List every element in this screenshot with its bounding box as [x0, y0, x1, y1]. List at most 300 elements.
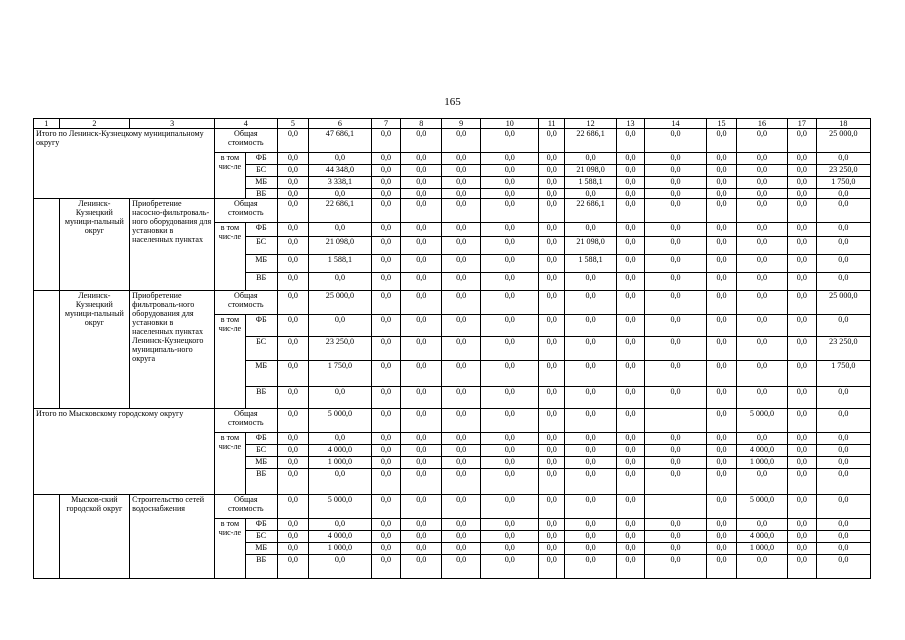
- value-cell: 0,0: [442, 433, 481, 445]
- value-cell: 0,0: [736, 165, 787, 177]
- source-label: БС: [245, 445, 277, 457]
- total-cost-label: Общая стоимость: [215, 291, 277, 315]
- empty-cell: [34, 199, 60, 291]
- value-cell: 0,0: [565, 519, 617, 531]
- value-cell: 0,0: [788, 445, 817, 457]
- value-cell: 0,0: [736, 387, 787, 409]
- value-cell: 23 250,0: [309, 337, 371, 361]
- value-cell: 0,0: [707, 337, 737, 361]
- value-cell: 0,0: [644, 255, 706, 273]
- value-cell: 0,0: [539, 445, 565, 457]
- value-cell: 0,0: [707, 531, 737, 543]
- value-cell: 0,0: [442, 543, 481, 555]
- value-cell: 0,0: [644, 177, 706, 189]
- source-label: БС: [245, 337, 277, 361]
- empty-cell: [34, 291, 60, 409]
- value-cell: 0,0: [707, 457, 737, 469]
- value-cell: 0,0: [644, 199, 706, 223]
- value-cell: 0,0: [707, 409, 737, 433]
- value-cell: 0,0: [401, 555, 442, 579]
- value-cell: 0,0: [617, 223, 645, 237]
- value-cell: 0,0: [539, 361, 565, 387]
- value-cell: 0,0: [617, 273, 645, 291]
- value-cell: 0,0: [277, 469, 309, 495]
- column-number-row: [34, 119, 871, 129]
- value-cell: 0,0: [371, 199, 401, 223]
- value-cell: 22 686,1: [565, 129, 617, 153]
- value-cell: 0,0: [816, 445, 870, 457]
- value-cell: 0,0: [371, 189, 401, 199]
- value-cell: 4 000,0: [309, 445, 371, 457]
- value-cell: 0,0: [617, 543, 645, 555]
- value-cell: 0,0: [481, 433, 539, 445]
- source-label: ФБ: [245, 315, 277, 337]
- value-cell: 0,0: [309, 555, 371, 579]
- value-cell: 0,0: [401, 445, 442, 457]
- value-cell: 0,0: [788, 469, 817, 495]
- value-cell: 0,0: [277, 531, 309, 543]
- value-cell: 0,0: [401, 223, 442, 237]
- value-cell: 0,0: [442, 445, 481, 457]
- value-cell: 0,0: [788, 495, 817, 519]
- source-label: ФБ: [245, 223, 277, 237]
- value-cell: 0,0: [539, 531, 565, 543]
- source-label: МБ: [245, 361, 277, 387]
- value-cell: 0,0: [565, 361, 617, 387]
- value-cell: 0,0: [309, 433, 371, 445]
- value-cell: 25 000,0: [309, 291, 371, 315]
- value-cell: 0,0: [788, 531, 817, 543]
- value-cell: 0,0: [277, 543, 309, 555]
- total-cost-label: Общая стоимость: [215, 199, 277, 223]
- value-cell: 0,0: [736, 153, 787, 165]
- value-cell: 0,0: [277, 223, 309, 237]
- value-cell: 0,0: [707, 543, 737, 555]
- measure-description: Приобретение насосно-фильтроваль-ного оборудования для установки в населенных пунктах: [130, 199, 215, 291]
- column-number-cell: 13: [617, 119, 645, 129]
- value-cell: 0,0: [788, 255, 817, 273]
- value-cell: 0,0: [539, 165, 565, 177]
- value-cell: 0,0: [401, 315, 442, 337]
- value-cell: 0,0: [788, 543, 817, 555]
- value-cell: 0,0: [481, 223, 539, 237]
- value-cell: 0,0: [644, 153, 706, 165]
- value-cell: 0,0: [816, 153, 870, 165]
- value-cell: 23 250,0: [816, 165, 870, 177]
- value-cell: 0,0: [371, 177, 401, 189]
- value-cell: [644, 409, 706, 433]
- value-cell: 0,0: [788, 387, 817, 409]
- value-cell: 0,0: [401, 237, 442, 255]
- value-cell: 0,0: [644, 315, 706, 337]
- table-row: [34, 409, 871, 433]
- value-cell: 0,0: [277, 165, 309, 177]
- value-cell: 0,0: [442, 273, 481, 291]
- value-cell: 0,0: [788, 177, 817, 189]
- value-cell: 0,0: [816, 223, 870, 237]
- column-number-cell: 17: [788, 119, 817, 129]
- value-cell: 0,0: [736, 273, 787, 291]
- value-cell: 0,0: [707, 555, 737, 579]
- value-cell: 0,0: [371, 457, 401, 469]
- value-cell: 0,0: [539, 457, 565, 469]
- column-number-cell: 14: [644, 119, 706, 129]
- value-cell: 0,0: [401, 543, 442, 555]
- value-cell: 0,0: [539, 237, 565, 255]
- column-number-cell: 7: [371, 119, 401, 129]
- value-cell: 0,0: [539, 153, 565, 165]
- value-cell: 0,0: [707, 445, 737, 457]
- value-cell: 0,0: [401, 433, 442, 445]
- value-cell: 0,0: [309, 519, 371, 531]
- value-cell: 3 338,1: [309, 177, 371, 189]
- value-cell: 0,0: [481, 153, 539, 165]
- value-cell: 0,0: [644, 457, 706, 469]
- source-label: МБ: [245, 457, 277, 469]
- value-cell: 0,0: [277, 555, 309, 579]
- value-cell: 0,0: [371, 255, 401, 273]
- value-cell: 0,0: [309, 189, 371, 199]
- value-cell: 0,0: [539, 199, 565, 223]
- value-cell: 0,0: [617, 337, 645, 361]
- value-cell: 0,0: [707, 177, 737, 189]
- value-cell: 0,0: [371, 409, 401, 433]
- value-cell: 0,0: [371, 337, 401, 361]
- value-cell: 0,0: [565, 531, 617, 543]
- value-cell: 0,0: [401, 495, 442, 519]
- value-cell: 0,0: [736, 555, 787, 579]
- value-cell: 0,0: [707, 153, 737, 165]
- value-cell: 0,0: [565, 315, 617, 337]
- value-cell: 0,0: [481, 445, 539, 457]
- value-cell: 0,0: [788, 457, 817, 469]
- district-name: Мысков-ский городской округ: [59, 495, 130, 579]
- value-cell: 0,0: [371, 315, 401, 337]
- value-cell: 1 750,0: [309, 361, 371, 387]
- value-cell: 0,0: [481, 469, 539, 495]
- value-cell: 0,0: [371, 165, 401, 177]
- value-cell: 0,0: [442, 469, 481, 495]
- value-cell: 0,0: [816, 469, 870, 495]
- column-number-cell: 2: [59, 119, 130, 129]
- total-cost-label: Общая стоимость: [215, 129, 277, 153]
- value-cell: 0,0: [565, 457, 617, 469]
- source-label: БС: [245, 531, 277, 543]
- value-cell: 0,0: [277, 255, 309, 273]
- including-label: в том чис-ле: [215, 223, 246, 291]
- value-cell: 0,0: [788, 433, 817, 445]
- value-cell: 0,0: [617, 531, 645, 543]
- value-cell: 0,0: [736, 433, 787, 445]
- value-cell: 0,0: [539, 129, 565, 153]
- value-cell: 0,0: [644, 361, 706, 387]
- value-cell: 0,0: [707, 273, 737, 291]
- value-cell: 0,0: [442, 189, 481, 199]
- value-cell: 0,0: [442, 199, 481, 223]
- value-cell: 0,0: [277, 433, 309, 445]
- value-cell: 0,0: [401, 255, 442, 273]
- value-cell: 0,0: [481, 315, 539, 337]
- value-cell: 0,0: [788, 237, 817, 255]
- value-cell: 0,0: [617, 433, 645, 445]
- value-cell: 0,0: [277, 177, 309, 189]
- column-number-cell: 15: [707, 119, 737, 129]
- total-cost-label: Общая стоимость: [215, 409, 277, 433]
- value-cell: 21 098,0: [565, 237, 617, 255]
- value-cell: 0,0: [277, 519, 309, 531]
- value-cell: 0,0: [565, 291, 617, 315]
- source-label: МБ: [245, 177, 277, 189]
- value-cell: 0,0: [736, 199, 787, 223]
- value-cell: 0,0: [816, 531, 870, 543]
- value-cell: 0,0: [644, 445, 706, 457]
- value-cell: 0,0: [371, 445, 401, 457]
- value-cell: 0,0: [736, 223, 787, 237]
- funding-table: [33, 118, 871, 579]
- value-cell: 0,0: [617, 469, 645, 495]
- value-cell: 0,0: [539, 223, 565, 237]
- value-cell: 0,0: [442, 153, 481, 165]
- value-cell: 0,0: [644, 469, 706, 495]
- column-number-cell: 16: [736, 119, 787, 129]
- value-cell: 0,0: [736, 255, 787, 273]
- value-cell: 0,0: [401, 129, 442, 153]
- source-label: БС: [245, 165, 277, 177]
- table-row: [34, 495, 871, 519]
- value-cell: 0,0: [617, 189, 645, 199]
- value-cell: 0,0: [816, 495, 870, 519]
- source-label: ВБ: [245, 387, 277, 409]
- value-cell: 0,0: [617, 165, 645, 177]
- value-cell: [644, 495, 706, 519]
- source-label: ВБ: [245, 469, 277, 495]
- value-cell: 1 000,0: [736, 543, 787, 555]
- value-cell: 0,0: [644, 433, 706, 445]
- district-name: Ленинск-Кузнецкий муници-пальный округ: [59, 199, 130, 291]
- value-cell: 0,0: [707, 199, 737, 223]
- value-cell: 0,0: [736, 469, 787, 495]
- value-cell: 0,0: [816, 543, 870, 555]
- source-label: МБ: [245, 543, 277, 555]
- source-label: ФБ: [245, 433, 277, 445]
- table-row: [34, 199, 871, 223]
- value-cell: 0,0: [539, 469, 565, 495]
- value-cell: 0,0: [371, 531, 401, 543]
- source-label: МБ: [245, 255, 277, 273]
- value-cell: 0,0: [481, 361, 539, 387]
- value-cell: 1 000,0: [736, 457, 787, 469]
- value-cell: 0,0: [442, 255, 481, 273]
- value-cell: 0,0: [401, 199, 442, 223]
- value-cell: 0,0: [401, 189, 442, 199]
- value-cell: 21 098,0: [565, 165, 617, 177]
- measure-description: Строительство сетей водоснабжения: [130, 495, 215, 579]
- value-cell: 0,0: [617, 445, 645, 457]
- value-cell: 0,0: [736, 189, 787, 199]
- value-cell: 0,0: [401, 457, 442, 469]
- value-cell: 0,0: [481, 165, 539, 177]
- value-cell: 0,0: [309, 153, 371, 165]
- table-row: [34, 291, 871, 315]
- value-cell: 0,0: [277, 457, 309, 469]
- source-label: ФБ: [245, 153, 277, 165]
- value-cell: 0,0: [617, 291, 645, 315]
- value-cell: 0,0: [644, 223, 706, 237]
- value-cell: 0,0: [788, 555, 817, 579]
- value-cell: 0,0: [277, 315, 309, 337]
- column-number-cell: 6: [309, 119, 371, 129]
- value-cell: 0,0: [788, 409, 817, 433]
- column-number-cell: 9: [442, 119, 481, 129]
- value-cell: 0,0: [707, 237, 737, 255]
- value-cell: 0,0: [401, 409, 442, 433]
- value-cell: 0,0: [442, 555, 481, 579]
- value-cell: 0,0: [401, 531, 442, 543]
- value-cell: 0,0: [401, 177, 442, 189]
- value-cell: 0,0: [539, 495, 565, 519]
- value-cell: 0,0: [816, 409, 870, 433]
- value-cell: 0,0: [788, 165, 817, 177]
- value-cell: 0,0: [277, 337, 309, 361]
- value-cell: 0,0: [277, 199, 309, 223]
- value-cell: 0,0: [371, 223, 401, 237]
- value-cell: 0,0: [707, 519, 737, 531]
- value-cell: 0,0: [277, 153, 309, 165]
- value-cell: 0,0: [565, 153, 617, 165]
- value-cell: 0,0: [481, 457, 539, 469]
- value-cell: 0,0: [617, 255, 645, 273]
- value-cell: 0,0: [481, 531, 539, 543]
- value-cell: 0,0: [481, 291, 539, 315]
- value-cell: 0,0: [707, 223, 737, 237]
- value-cell: 0,0: [565, 273, 617, 291]
- value-cell: 0,0: [371, 129, 401, 153]
- value-cell: 0,0: [401, 387, 442, 409]
- column-number-cell: 10: [481, 119, 539, 129]
- value-cell: 0,0: [371, 519, 401, 531]
- value-cell: 0,0: [707, 315, 737, 337]
- value-cell: 1 588,1: [565, 255, 617, 273]
- value-cell: 0,0: [617, 129, 645, 153]
- value-cell: 0,0: [401, 519, 442, 531]
- value-cell: 0,0: [371, 543, 401, 555]
- column-number-cell: 5: [277, 119, 309, 129]
- value-cell: 0,0: [644, 555, 706, 579]
- value-cell: 0,0: [277, 409, 309, 433]
- value-cell: 0,0: [736, 237, 787, 255]
- measure-description: Приобретение фильтроваль-ного оборудования для установки в населенных пунктах Ленинск-Кузнецкого муниципаль-ного округа: [130, 291, 215, 409]
- value-cell: 0,0: [442, 531, 481, 543]
- including-label: в том чис-ле: [215, 519, 246, 579]
- value-cell: 0,0: [371, 361, 401, 387]
- value-cell: 0,0: [539, 337, 565, 361]
- value-cell: 0,0: [565, 223, 617, 237]
- value-cell: 0,0: [442, 519, 481, 531]
- value-cell: 0,0: [644, 129, 706, 153]
- value-cell: 0,0: [371, 291, 401, 315]
- table-row: [34, 129, 871, 153]
- total-cost-label: Общая стоимость: [215, 495, 277, 519]
- value-cell: 0,0: [401, 165, 442, 177]
- value-cell: 0,0: [371, 273, 401, 291]
- value-cell: 0,0: [816, 199, 870, 223]
- value-cell: 0,0: [442, 409, 481, 433]
- source-label: БС: [245, 237, 277, 255]
- value-cell: 0,0: [277, 189, 309, 199]
- value-cell: 0,0: [277, 361, 309, 387]
- section-total-title: Итого по Мысковскому городскому округу: [34, 409, 215, 495]
- value-cell: 0,0: [481, 177, 539, 189]
- value-cell: 0,0: [371, 495, 401, 519]
- value-cell: 0,0: [617, 495, 645, 519]
- value-cell: 0,0: [617, 387, 645, 409]
- value-cell: 0,0: [816, 315, 870, 337]
- value-cell: 0,0: [539, 555, 565, 579]
- value-cell: 4 000,0: [309, 531, 371, 543]
- value-cell: 0,0: [401, 469, 442, 495]
- value-cell: 0,0: [481, 273, 539, 291]
- value-cell: 22 686,1: [565, 199, 617, 223]
- value-cell: 0,0: [707, 129, 737, 153]
- value-cell: 0,0: [736, 519, 787, 531]
- value-cell: 0,0: [565, 387, 617, 409]
- value-cell: 0,0: [788, 315, 817, 337]
- value-cell: 21 098,0: [309, 237, 371, 255]
- value-cell: 0,0: [371, 153, 401, 165]
- value-cell: 0,0: [539, 291, 565, 315]
- value-cell: 0,0: [401, 273, 442, 291]
- value-cell: 0,0: [644, 189, 706, 199]
- value-cell: 0,0: [816, 273, 870, 291]
- value-cell: 0,0: [371, 469, 401, 495]
- value-cell: 0,0: [816, 433, 870, 445]
- column-number-cell: 3: [130, 119, 215, 129]
- value-cell: 0,0: [736, 361, 787, 387]
- value-cell: 0,0: [788, 291, 817, 315]
- value-cell: 0,0: [788, 519, 817, 531]
- column-number-cell: 1: [34, 119, 60, 129]
- value-cell: 0,0: [788, 153, 817, 165]
- source-label: ФБ: [245, 519, 277, 531]
- value-cell: 0,0: [481, 189, 539, 199]
- value-cell: 4 000,0: [736, 531, 787, 543]
- column-number-cell: 4: [215, 119, 277, 129]
- value-cell: 0,0: [371, 387, 401, 409]
- value-cell: 0,0: [442, 387, 481, 409]
- column-number-cell: 11: [539, 119, 565, 129]
- value-cell: 0,0: [481, 255, 539, 273]
- value-cell: 0,0: [707, 433, 737, 445]
- value-cell: 1 588,1: [309, 255, 371, 273]
- value-cell: 0,0: [481, 555, 539, 579]
- value-cell: 0,0: [539, 519, 565, 531]
- value-cell: 0,0: [277, 445, 309, 457]
- value-cell: 0,0: [788, 337, 817, 361]
- value-cell: 0,0: [617, 177, 645, 189]
- value-cell: 0,0: [277, 495, 309, 519]
- value-cell: 0,0: [644, 291, 706, 315]
- value-cell: 0,0: [644, 543, 706, 555]
- value-cell: 0,0: [539, 543, 565, 555]
- including-label: в том чис-ле: [215, 433, 246, 495]
- value-cell: 1 588,1: [565, 177, 617, 189]
- including-label: в том чис-ле: [215, 315, 246, 409]
- value-cell: 0,0: [539, 387, 565, 409]
- value-cell: 0,0: [481, 409, 539, 433]
- value-cell: 0,0: [617, 199, 645, 223]
- value-cell: 4 000,0: [736, 445, 787, 457]
- value-cell: 22 686,1: [309, 199, 371, 223]
